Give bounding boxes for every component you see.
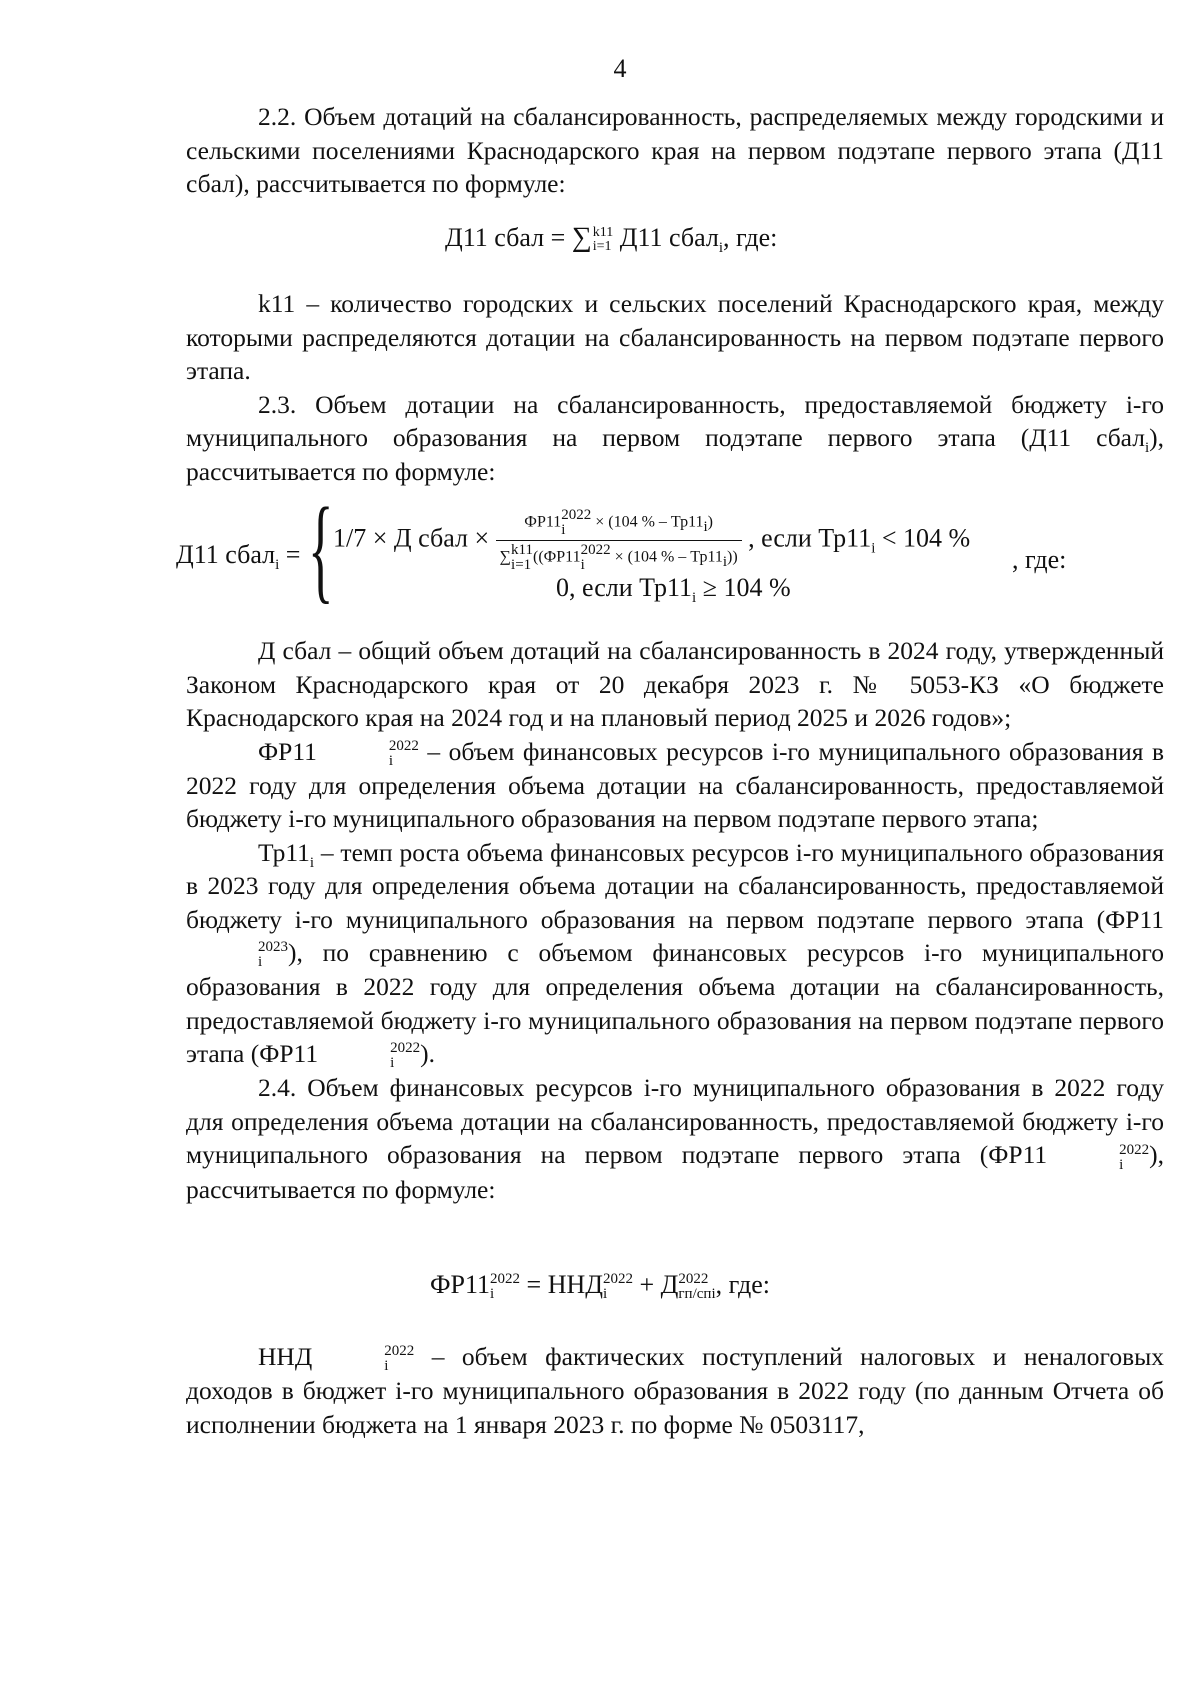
paragraph-d-sbal: Д сбал – общий объем дотаций на сбалансированность в 2024 году, утвержденный Законом Краснодарского края от 20 декабря 2023 г. № 5053-КЗ «О бюджете Краснодарского края на 2024 год и на плановый период 2025 и 2026 годов»; xyxy=(186,636,1164,732)
den-mid: × (104 % – Тр11 xyxy=(610,548,723,566)
case2-tail: ≥ 104 % xyxy=(696,573,791,602)
p24-text-b: ), рассчитывается по формуле: xyxy=(186,1140,1164,1204)
fr11-rest: – объем финансовых ресурсов i-го муниципального образования в 2022 году для определения объема дотации на сбалансированность, предоставляемой бюджету i-го муниципального образования на первом подэтапе первого этапа; xyxy=(186,736,1164,834)
paragraph-2-3-subscript: i xyxy=(1144,440,1150,457)
paragraph-2-3-text-a: 2.3. Объем дотации на сбалансированность, предоставляемой бюджету i-го муниципального образования на первом подэтапе первого этапа (Д11 сбал xyxy=(186,389,1164,452)
tr11-sub: i xyxy=(309,854,315,871)
nnd-lead: ННД xyxy=(258,1342,313,1371)
den-limits xyxy=(511,543,533,573)
sum-symbol: ∑ xyxy=(571,222,592,253)
fr11-scripts xyxy=(317,739,419,769)
formula-d11-total xyxy=(445,222,778,257)
p24-sup: 2022 xyxy=(1119,1141,1150,1158)
section-nnd xyxy=(186,1340,1164,1441)
sum-limits xyxy=(593,226,613,254)
page-number: 4 xyxy=(613,54,627,83)
case1-subscript: i xyxy=(871,540,876,557)
sum-upper-limit: k11 xyxy=(592,225,614,241)
tr11-lead: Тр11 xyxy=(258,837,310,867)
paragraph-2-4 xyxy=(186,1071,1164,1206)
paragraph-k11: k11 – количество городских и сельских поселений Краснодарского края, между которыми распределяются дотации на сбалансированность на первом подэтапе первого этапа. xyxy=(186,289,1164,385)
formula-fr11 xyxy=(430,1270,770,1302)
formula2-case2 xyxy=(556,573,791,607)
paragraph-2-2: 2.2. Объем дотаций на сбалансированность, распределяемых между городскими и сельскими поселениями Краснодарского края на первом подэтапе первого этапа (Д11 сбал), рассчитывается по формуле: xyxy=(186,102,1164,198)
formula2-tail: , где: xyxy=(1012,545,1067,574)
tr11-text-c: ). xyxy=(420,1039,435,1069)
formula-d11-i-lhs xyxy=(176,540,301,574)
f3-d-sup: 2022 xyxy=(678,1271,709,1288)
f3-nnd-sub: i xyxy=(603,1286,608,1303)
f3-nnd-sup: 2022 xyxy=(603,1271,633,1288)
f3-fr11-sub: i xyxy=(490,1286,495,1303)
formula-term-subscript: i xyxy=(718,240,723,257)
nnd-rest: – объем фактических поступлений налоговых и неналоговых доходов в бюджет i-го муниципального образования в 2022 году (по данным Отчета об исполнении бюджета на 1 января 2023 г. по форме № 0503117, xyxy=(186,1342,1164,1439)
p24-text-a: 2.4. Объем финансовых ресурсов i-го муниципального образования в 2022 году для определения объема дотации на сбалансированность, предоставляемой бюджету i-го муниципального образования на первом подэтапе первого этапа (ФР11 xyxy=(186,1073,1164,1170)
num-fr11-scripts xyxy=(561,508,591,538)
formula2-numerator xyxy=(496,508,742,541)
formula-tail: , где: xyxy=(723,223,778,252)
p24-sub: i xyxy=(1119,1156,1124,1173)
paragraph-tr11 xyxy=(186,836,1164,1072)
formula2-equals: = xyxy=(279,540,301,569)
nnd-sup: 2022 xyxy=(384,1343,415,1360)
formula-term: Д11 сбал xyxy=(613,223,719,252)
num-fr11-sup: 2022 xyxy=(561,507,592,523)
fr11-sup: 2022 xyxy=(388,737,419,754)
fr11-sub: i xyxy=(388,752,394,769)
formula2-coefficient: 1/7 × Д сбал × xyxy=(333,523,490,553)
f3-fr11-scripts xyxy=(490,1272,520,1302)
f3-plus-d: + Д xyxy=(633,1270,679,1299)
paragraph-2-3-text-b: ), рассчитывается по формуле: xyxy=(186,423,1164,486)
den-upper: k11 xyxy=(511,542,533,558)
den-close: )) xyxy=(727,548,738,566)
den-fr11-scripts xyxy=(581,543,611,573)
section-2-2 xyxy=(186,100,1164,201)
tr11-scripts-2 xyxy=(318,1041,420,1071)
f3-d-scripts xyxy=(678,1272,715,1302)
p24-scripts xyxy=(1047,1143,1149,1173)
tr11-sub2: i xyxy=(390,1055,395,1072)
num-tail: × (104 % – Тр11 xyxy=(591,513,704,531)
f3-fr11: ФР11 xyxy=(430,1270,491,1299)
f3-tail: , где: xyxy=(715,1270,770,1299)
formula-lhs: Д11 сбал = xyxy=(445,223,572,252)
definitions-block xyxy=(186,634,1164,1206)
section-k11-2-3 xyxy=(186,287,1164,488)
case2-subscript: i xyxy=(692,590,697,607)
den-sum: ∑ xyxy=(499,548,512,566)
sum-lower-limit: i=1 xyxy=(592,239,612,255)
case1-condition: , если Тр11 xyxy=(748,523,872,553)
den-mid-sub: i xyxy=(722,553,728,570)
num-fr11: ФР11 xyxy=(524,513,562,531)
f3-nnd-scripts xyxy=(603,1272,633,1302)
formula2-denominator xyxy=(496,541,742,573)
num-close: ) xyxy=(707,513,713,531)
den-fr11-sub: i xyxy=(580,557,585,573)
fr11-lead: ФР11 xyxy=(258,736,317,766)
formula2-brace: { xyxy=(308,483,334,614)
case2-condition: 0, если Тр11 xyxy=(556,573,693,602)
tr11-sup2: 2022 xyxy=(390,1040,421,1057)
nnd-sub: i xyxy=(384,1358,389,1375)
f3-d-sub: гп/спi xyxy=(678,1286,716,1303)
paragraph-nnd xyxy=(186,1340,1164,1441)
paragraph-2-3 xyxy=(186,388,1164,489)
tr11-sup1: 2023 xyxy=(258,939,288,956)
num-fr11-sub: i xyxy=(561,522,566,538)
case1-tail: < 104 % xyxy=(875,523,971,553)
formula2-lhs-subscript: i xyxy=(275,557,280,574)
formula2-fraction xyxy=(496,508,742,573)
num-tail-sub: i xyxy=(703,518,708,535)
paragraph-fr11 xyxy=(186,735,1164,836)
f3-eq-nnd: = ННД xyxy=(520,1270,603,1299)
den-lower: i=1 xyxy=(511,557,532,573)
tr11-sub1: i xyxy=(258,954,263,971)
tr11-text-a: – темп роста объема финансовых ресурсов i-го муниципального образования в 2023 году для определения объема дотации на сбалансированность, предоставляемой бюджету i-го муниципального образования на первом подэтапе первого этапа (ФР11 xyxy=(186,837,1164,934)
den-open: ((ФР11 xyxy=(532,548,581,566)
tr11-scripts-1 xyxy=(186,940,288,970)
formula2-case1 xyxy=(333,508,970,573)
f3-fr11-sup: 2022 xyxy=(490,1271,521,1288)
den-fr11-sup: 2022 xyxy=(580,542,611,558)
tr11-text-b: ), по сравнению с объемом финансовых ресурсов i-го муниципального образования в 2022 году для определения объема дотации на сбалансированность, предоставляемой бюджету i-го муниципального образования на первом подэтапе первого этапа (ФР11 xyxy=(186,938,1164,1069)
nnd-scripts xyxy=(312,1344,414,1374)
formula2-lhs: Д11 сбал xyxy=(176,540,276,569)
